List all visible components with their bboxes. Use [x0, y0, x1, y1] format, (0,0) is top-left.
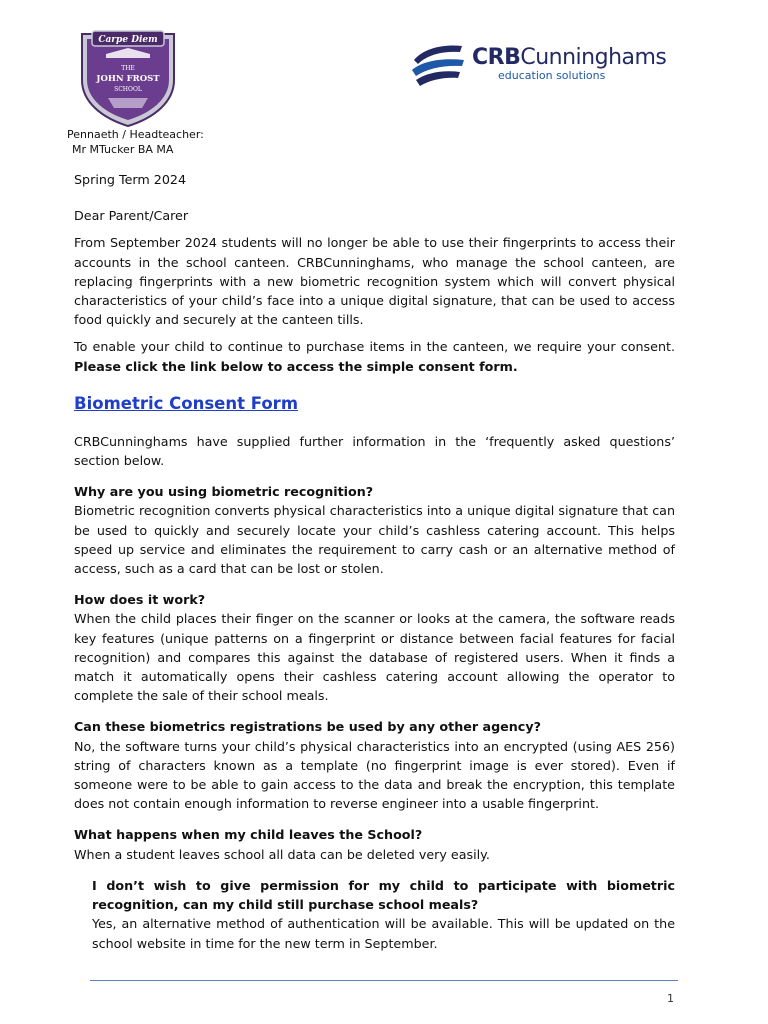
headteacher-name: Mr MTucker BA MA	[72, 143, 174, 156]
faq-section	[74, 482, 675, 952]
headteacher-label: Pennaeth / Headteacher:	[67, 128, 204, 141]
crest-the: THE	[121, 65, 135, 72]
faq-intro-paragraph: CRBCunninghams have supplied further information in the ‘frequently asked questions’ section below.	[74, 433, 675, 469]
faq-answer: When a student leaves school all data can be deleted very easily.	[74, 846, 490, 862]
salutation: Dear Parent/Carer	[74, 208, 189, 224]
consent-text: To enable your child to continue to purchase items in the canteen, we require your consent.	[74, 339, 675, 355]
partner-name	[472, 45, 666, 70]
crest-motto: Carpe Diem	[98, 35, 158, 45]
crb-cunninghams-logo	[410, 38, 680, 90]
school-crest-logo	[76, 28, 180, 128]
term-line: Spring Term 2024	[74, 172, 187, 187]
faq-question: How does it work?	[74, 592, 206, 608]
partner-name-light: Cunninghams	[520, 45, 667, 70]
faq-answer: No, the software turns your child’s physical characteristics into an encrypted (using AES 256) string of characters known as a template (no fingerprint image is ever stored). Even if someone were to be able to gain access to the data and break the encryption, this template does not contain enough information to reverse engineer into a usable fingerprint.	[74, 738, 675, 812]
page-number: 1	[667, 992, 674, 1005]
letter-body	[74, 170, 675, 953]
crest-school-word: SCHOOL	[114, 86, 142, 93]
consent-paragraph	[74, 337, 675, 375]
crb-swoosh-icon	[410, 40, 466, 88]
footer-divider	[90, 980, 678, 981]
faq-question: Can these biometrics registrations be used by any other agency?	[74, 719, 541, 735]
partner-name-bold: CRB	[472, 45, 521, 70]
partner-tagline: education solutions	[498, 69, 606, 82]
faq-answer: Biometric recognition converts physical characteristics into a unique digital signature that can be used to quickly and securely locate your child’s cashless catering account. This helps speed up service and eliminates the requirement to carry cash or an alternative method of access, such as a card that can be lost or stolen.	[74, 503, 675, 577]
faq-answer: When the child places their finger on the scanner or looks at the camera, the software reads key features (unique patterns on a fingerprint or distance between facial features for facial recognition) and compares this against the database of registered users. When it finds a match it automatically opens their cashless catering account allowing the operator to complete the sale of their school meals.	[74, 611, 675, 704]
faq-answer: Yes, an alternative method of authentication will be available. This will be updated on the school website in time for the new term in September.	[92, 916, 675, 951]
faq-question: What happens when my child leaves the School?	[74, 827, 423, 843]
faq-question: Why are you using biometric recognition?	[74, 484, 374, 500]
crest-school-name: JOHN FROST	[96, 74, 160, 84]
biometric-consent-form-link[interactable]: Biometric Consent Form	[74, 393, 299, 413]
intro-paragraph: From September 2024 students will no longer be able to use their fingerprints to access their accounts in the school canteen. CRBCunninghams, who manage the school canteen, are replacing fingerprints with a new biometric recognition system which will convert physical characteristics of your child’s face into a unique digital signature, that can be used to access food quickly and securely at the canteen tills.	[74, 235, 675, 328]
consent-instruction: Please click the link below to access the simple consent form.	[74, 358, 518, 374]
faq-question: I don’t wish to give permission for my child to participate with biometric recognition, can my child still purchase school meals?	[92, 877, 675, 913]
